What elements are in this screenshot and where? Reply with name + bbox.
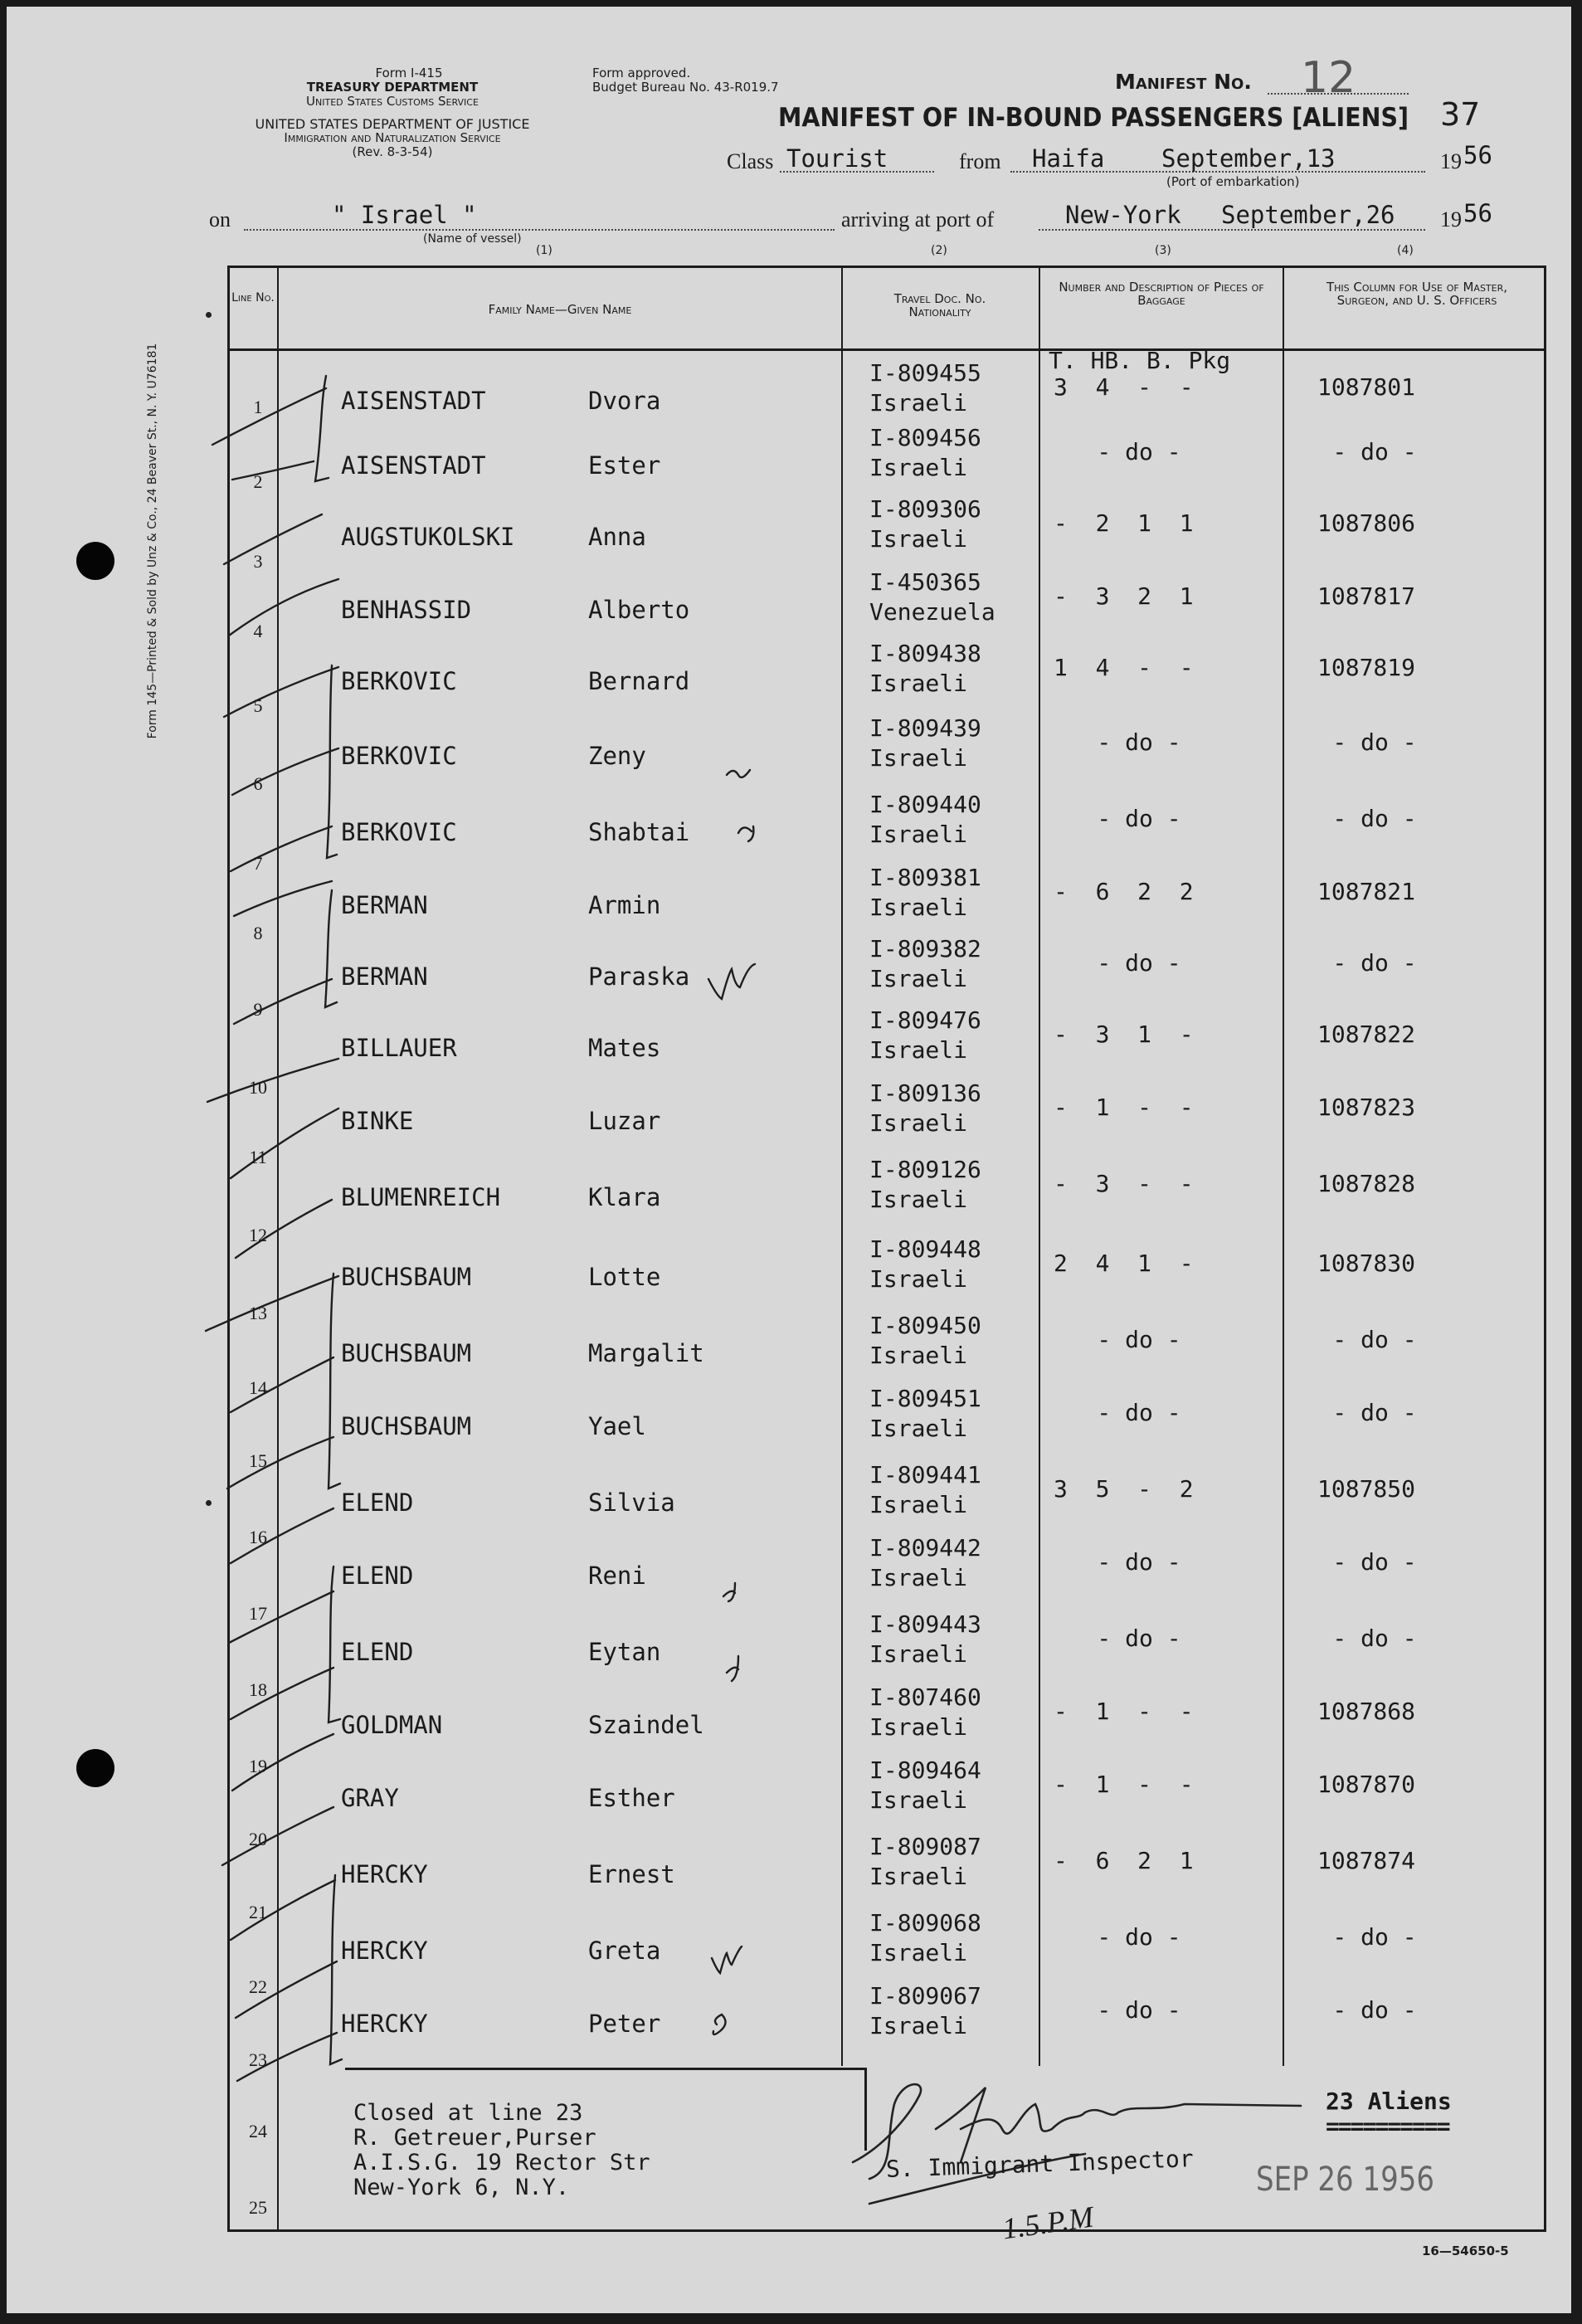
baggage-count: - 1 - - xyxy=(1054,1698,1194,1725)
class-value: Tourist xyxy=(786,144,888,173)
officer-number: - do - xyxy=(1332,1399,1417,1426)
agent-address: A.I.S.G. 19 Rector Str xyxy=(353,2150,650,2175)
doc-number: I-809464 xyxy=(869,1756,981,1784)
baggage-count: - do - xyxy=(1097,728,1181,756)
family-name: BLUMENREICH xyxy=(341,1183,501,1211)
nationality: Israeli xyxy=(869,525,968,553)
officer-number: 1087806 xyxy=(1317,509,1416,537)
doc-number: I-809126 xyxy=(869,1156,981,1183)
col-ref-3: (3) xyxy=(1155,244,1171,257)
baggage-count: - 6 2 1 xyxy=(1054,1847,1194,1874)
officer-number: - do - xyxy=(1332,438,1417,465)
line-number: 5 xyxy=(253,695,263,716)
from-year: 56 xyxy=(1463,141,1492,169)
nationality: Israeli xyxy=(869,1109,968,1137)
baggage-count: 3 4 - - xyxy=(1054,373,1194,401)
officer-number: - do - xyxy=(1332,728,1417,756)
manifest-title: MANIFEST OF IN-BOUND PASSENGERS [ALIENS] xyxy=(778,103,1409,133)
family-name: ELEND xyxy=(341,1488,414,1517)
line-number: 22 xyxy=(249,1976,267,1997)
doc-number: I-809136 xyxy=(869,1079,981,1107)
travel-doc xyxy=(869,1908,981,1968)
officer-number: - do - xyxy=(1332,1548,1417,1576)
officer-number: 1087868 xyxy=(1317,1698,1416,1725)
travel-doc xyxy=(869,1756,981,1815)
officer-number: - do - xyxy=(1332,949,1417,977)
form-number: Form I-415 xyxy=(375,66,443,80)
doc-number: I-809442 xyxy=(869,1534,981,1562)
line-number: 2 xyxy=(253,471,263,492)
doc-number: I-809067 xyxy=(869,1982,981,2010)
nationality: Israeli xyxy=(869,1564,968,1591)
port-caption: (Port of embarkation) xyxy=(1166,174,1300,189)
line-number: 17 xyxy=(249,1603,267,1624)
travel-doc xyxy=(869,1610,981,1669)
family-name: BILLAUER xyxy=(341,1034,457,1062)
agent-city: New-York 6, N.Y. xyxy=(353,2175,570,2200)
travel-doc xyxy=(869,1683,981,1742)
family-name: BUCHSBAUM xyxy=(341,1339,472,1367)
line-number: 16 xyxy=(249,1527,267,1547)
nationality: Israeli xyxy=(869,1415,968,1442)
ins-service: Immigration and Naturalization Service xyxy=(284,130,501,145)
nationality: Israeli xyxy=(869,1786,968,1814)
given-name: Mates xyxy=(588,1034,661,1062)
family-name: AISENSTADT xyxy=(341,451,486,480)
given-name: Bernard xyxy=(588,667,690,695)
nationality: Israeli xyxy=(869,1265,968,1293)
doc-number: I-809381 xyxy=(869,864,981,891)
nationality: Israeli xyxy=(869,965,968,992)
given-name: Greta xyxy=(588,1937,661,1965)
from-year-prefix: 19 xyxy=(1440,149,1462,173)
travel-doc xyxy=(869,1155,981,1215)
doc-number: I-450365 xyxy=(869,568,981,596)
given-name: Peter xyxy=(588,2010,661,2038)
nationality: Israeli xyxy=(869,1342,968,1369)
travel-doc xyxy=(869,639,981,699)
doc-number: I-809441 xyxy=(869,1461,981,1488)
officer-number: 1087874 xyxy=(1317,1847,1416,1874)
line-number: 9 xyxy=(253,999,263,1020)
officer-number: 1087821 xyxy=(1317,878,1416,905)
doc-number: I-809451 xyxy=(869,1385,981,1412)
given-name: Ester xyxy=(588,451,661,480)
officer-number: 1087850 xyxy=(1317,1475,1416,1503)
officer-number: 1087822 xyxy=(1317,1021,1416,1048)
purser-name: R. Getreuer,Purser xyxy=(353,2125,596,2151)
family-name: BERMAN xyxy=(341,962,428,991)
line-number: 10 xyxy=(249,1077,267,1098)
doc-number: I-809476 xyxy=(869,1006,981,1034)
officer-number: - do - xyxy=(1332,1326,1417,1353)
family-name: BERKOVIC xyxy=(341,742,457,770)
given-name: Szaindel xyxy=(588,1711,704,1739)
class-label: Class xyxy=(727,149,774,173)
doc-number: I-809068 xyxy=(869,1909,981,1937)
total-aliens: 23 Aliens xyxy=(1326,2088,1452,2115)
given-name: Lotte xyxy=(588,1263,661,1291)
nationality: Israeli xyxy=(869,389,968,417)
on-label: on xyxy=(209,207,231,231)
line-number: 8 xyxy=(253,923,263,943)
baggage-count: - do - xyxy=(1097,1625,1181,1652)
baggage-count: - 2 1 1 xyxy=(1054,509,1194,537)
family-name: GOLDMAN xyxy=(341,1711,443,1739)
doc-number: I-809439 xyxy=(869,714,981,742)
officer-number: 1087830 xyxy=(1317,1250,1416,1277)
arrival-year-prefix: 19 xyxy=(1440,207,1462,231)
nationality: Israeli xyxy=(869,1713,968,1741)
travel-doc xyxy=(869,358,981,418)
travel-doc xyxy=(869,423,981,483)
given-name: Luzar xyxy=(588,1107,661,1135)
doc-number: I-809455 xyxy=(869,359,981,387)
arrival-date: September,26 xyxy=(1221,201,1395,229)
travel-doc xyxy=(869,934,981,994)
treasury-dept: TREASURY DEPARTMENT xyxy=(306,80,479,95)
family-name: BERMAN xyxy=(341,891,428,919)
doc-number: I-809450 xyxy=(869,1312,981,1339)
baggage-count: 1 4 - - xyxy=(1054,654,1194,681)
nationality: Israeli xyxy=(869,1186,968,1213)
nationality: Israeli xyxy=(869,821,968,848)
given-name: Reni xyxy=(588,1562,646,1590)
travel-doc xyxy=(869,495,981,554)
date-stamp: SEP 26 1956 xyxy=(1256,2161,1434,2199)
approval-note: Form approved. Budget Bureau No. 43-R019.7 xyxy=(592,66,779,95)
travel-doc xyxy=(869,568,995,627)
baggage-count: - do - xyxy=(1097,1399,1181,1426)
given-name: Zeny xyxy=(588,742,646,770)
revision: (Rev. 8-3-54) xyxy=(352,144,433,159)
travel-doc xyxy=(869,1981,981,2041)
family-name: AUGSTUKOLSKI xyxy=(341,523,515,551)
nationality: Israeli xyxy=(869,1640,968,1668)
nationality: Israeli xyxy=(869,1491,968,1518)
line-number: 23 xyxy=(249,2049,267,2070)
line-number: 12 xyxy=(249,1225,267,1245)
baggage-count: - do - xyxy=(1097,1996,1181,2024)
line-number: 19 xyxy=(249,1756,267,1776)
travel-doc xyxy=(869,1460,981,1520)
manifest-page xyxy=(7,7,1571,2313)
travel-doc xyxy=(869,1533,981,1593)
nationality: Israeli xyxy=(869,744,968,772)
doc-number: I-809087 xyxy=(869,1833,981,1860)
arrival-year: 56 xyxy=(1463,199,1492,227)
line-number: 4 xyxy=(253,621,263,641)
baggage-count: - 3 2 1 xyxy=(1054,582,1194,610)
family-name: BUCHSBAUM xyxy=(341,1263,472,1291)
closing-text xyxy=(353,2076,650,2250)
col-header-line: Line No. xyxy=(231,291,275,305)
baggage-count: 2 4 1 - xyxy=(1054,1250,1194,1277)
baggage-count: - 6 2 2 xyxy=(1054,878,1194,905)
officer-number: - do - xyxy=(1332,1996,1417,2024)
from-date: September,13 xyxy=(1161,144,1336,173)
baggage-count: - do - xyxy=(1097,1548,1181,1576)
travel-doc xyxy=(869,1006,981,1065)
given-name: Yael xyxy=(588,1412,646,1440)
doc-number: I-809382 xyxy=(869,935,981,962)
baggage-count: - do - xyxy=(1097,438,1181,465)
given-name: Anna xyxy=(588,523,646,551)
baggage-count: - 3 1 - xyxy=(1054,1021,1194,1048)
arrival-port: New-York xyxy=(1065,201,1181,229)
total-double-rule: ========== xyxy=(1326,2112,1449,2140)
family-name: ELEND xyxy=(341,1638,414,1666)
nationality: Israeli xyxy=(869,1863,968,1890)
travel-doc xyxy=(869,1832,981,1892)
family-name: BENHASSID xyxy=(341,596,472,624)
family-name: AISENSTADT xyxy=(341,387,486,415)
col-ref-1: (1) xyxy=(536,244,552,257)
line-number: 21 xyxy=(249,1902,267,1922)
col-header-name: Family Name—Given Name xyxy=(488,302,632,317)
family-name: BERKOVIC xyxy=(341,818,457,846)
baggage-subheader: T. HB. B. Pkg xyxy=(1049,347,1231,374)
col-ref-2: (2) xyxy=(931,244,947,257)
given-name: Armin xyxy=(588,891,661,919)
family-name: ELEND xyxy=(341,1562,414,1590)
family-name: HERCKY xyxy=(341,1860,428,1888)
nationality: Israeli xyxy=(869,454,968,481)
baggage-count: - do - xyxy=(1097,949,1181,977)
given-name: Ernest xyxy=(588,1860,675,1888)
line-number: 18 xyxy=(249,1679,267,1700)
travel-doc xyxy=(869,714,981,773)
travel-doc xyxy=(869,863,981,923)
travel-doc xyxy=(869,790,981,850)
nationality: Israeli xyxy=(869,1939,968,1966)
line-number: 11 xyxy=(249,1147,267,1167)
page-number: 37 xyxy=(1440,96,1481,133)
given-name: Paraska xyxy=(588,962,690,991)
col-ref-4: (4) xyxy=(1397,244,1414,257)
from-port: Haifa xyxy=(1032,144,1105,173)
doc-number: I-809440 xyxy=(869,791,981,818)
officer-number: 1087823 xyxy=(1317,1094,1416,1121)
line-number: 3 xyxy=(253,551,263,572)
given-name: Silvia xyxy=(588,1488,675,1517)
doc-number: I-809306 xyxy=(869,495,981,523)
customs-service: United States Customs Service xyxy=(306,94,479,109)
nationality: Israeli xyxy=(869,2012,968,2039)
closed-at-line: Closed at line 23 xyxy=(353,2100,583,2126)
given-name: Margalit xyxy=(588,1339,704,1367)
family-name: GRAY xyxy=(341,1784,399,1812)
baggage-count: - 1 - - xyxy=(1054,1771,1194,1798)
justice-dept: UNITED STATES DEPARTMENT OF JUSTICE xyxy=(255,116,530,132)
officer-number: 1087817 xyxy=(1317,582,1416,610)
travel-doc xyxy=(869,1235,981,1294)
manifest-no-label: Manifest No. xyxy=(1115,70,1252,94)
family-name: BERKOVIC xyxy=(341,667,457,695)
vessel-name: " Israel " xyxy=(332,201,477,229)
doc-number: I-809438 xyxy=(869,640,981,667)
printer-side-note: Form 145—Printed & Sold by Unz & Co., 24 Beaver St., N. Y. U76181 xyxy=(146,343,159,739)
line-number: 7 xyxy=(253,853,263,874)
line-number: 1 xyxy=(253,397,263,417)
doc-number: I-807460 xyxy=(869,1683,981,1711)
vessel-caption: (Name of vessel) xyxy=(423,232,522,246)
line-number: 14 xyxy=(249,1377,267,1398)
officer-number: - do - xyxy=(1332,805,1417,832)
officer-number: - do - xyxy=(1332,1625,1417,1652)
officer-number: 1087828 xyxy=(1317,1170,1416,1197)
baggage-count: - do - xyxy=(1097,1326,1181,1353)
inspector-title: S. Immigrant Inspector xyxy=(885,2145,1195,2183)
nationality: Venezuela xyxy=(869,598,995,626)
given-name: Klara xyxy=(588,1183,661,1211)
baggage-count: - do - xyxy=(1097,1923,1181,1951)
from-label: from xyxy=(959,149,1001,173)
line-no-25: 25 xyxy=(249,2197,267,2218)
travel-doc xyxy=(869,1384,981,1444)
line-number: 6 xyxy=(253,773,263,794)
arriving-label: arriving at port of xyxy=(841,207,995,231)
line-no-24: 24 xyxy=(249,2121,267,2141)
closing-top-rule xyxy=(345,2068,864,2070)
given-name: Dvora xyxy=(588,387,661,415)
line-number: 20 xyxy=(249,1829,267,1849)
given-name: Alberto xyxy=(588,596,690,624)
officer-number: - do - xyxy=(1332,1923,1417,1951)
baggage-count: - 3 - - xyxy=(1054,1170,1194,1197)
doc-number: I-809443 xyxy=(869,1610,981,1638)
inspector-initials: 1.5.P.M xyxy=(1000,2200,1096,2246)
col-header-officers: This Column for Use of Master, Surgeon, and U. S. Officers xyxy=(1326,280,1508,308)
officer-number: 1087801 xyxy=(1317,373,1416,401)
footer-code: 16—54650-5 xyxy=(1422,2244,1509,2258)
nationality: Israeli xyxy=(869,1036,968,1064)
family-name: HERCKY xyxy=(341,2010,428,2038)
travel-doc xyxy=(869,1079,981,1138)
doc-number: I-809456 xyxy=(869,424,981,451)
line-number: 15 xyxy=(249,1450,267,1471)
officer-number: 1087819 xyxy=(1317,654,1416,681)
doc-number: I-809448 xyxy=(869,1235,981,1263)
line-number: 13 xyxy=(249,1303,267,1323)
given-name: Shabtai xyxy=(588,818,690,846)
family-name: BUCHSBAUM xyxy=(341,1412,472,1440)
baggage-count: - do - xyxy=(1097,805,1181,832)
given-name: Esther xyxy=(588,1784,675,1812)
col-header-baggage: Number and Description of Pieces of Baggage xyxy=(1059,280,1264,308)
officer-number: 1087870 xyxy=(1317,1771,1416,1798)
family-name: HERCKY xyxy=(341,1937,428,1965)
col-header-doc: Travel Doc. No. Nationality xyxy=(893,291,986,319)
baggage-count: - 1 - - xyxy=(1054,1094,1194,1121)
nationality: Israeli xyxy=(869,670,968,697)
given-name: Eytan xyxy=(588,1638,661,1666)
family-name: BINKE xyxy=(341,1107,414,1135)
travel-doc xyxy=(869,1311,981,1371)
manifest-no-value: 12 xyxy=(1301,53,1356,103)
baggage-count: 3 5 - 2 xyxy=(1054,1475,1194,1503)
nationality: Israeli xyxy=(869,894,968,921)
